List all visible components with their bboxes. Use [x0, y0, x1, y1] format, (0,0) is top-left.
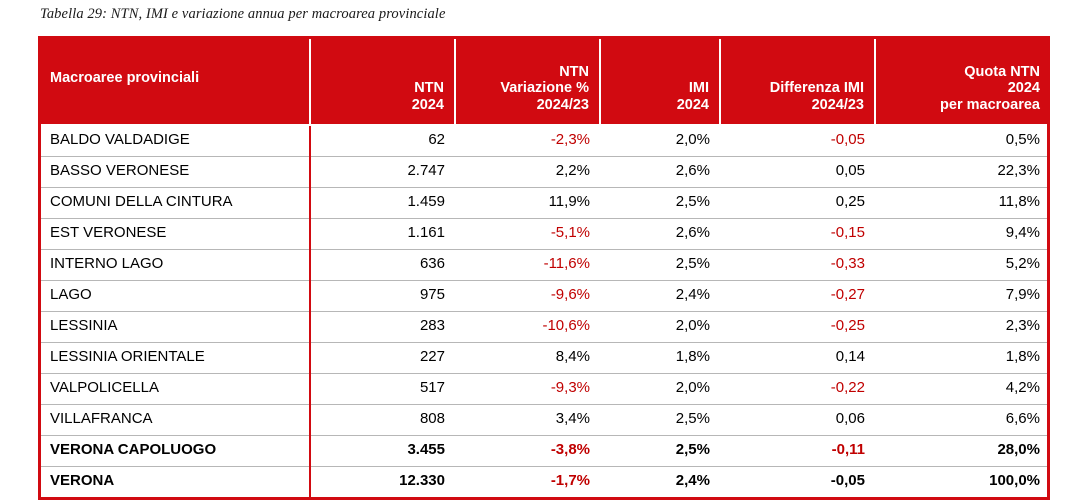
cell-imi [600, 157, 720, 188]
cell-quota [875, 281, 1050, 312]
cell-text: -0,05 [830, 472, 865, 490]
cell-imi [600, 467, 720, 499]
column-header-quota-ntn [875, 36, 1050, 125]
table-row [38, 467, 1050, 499]
cell-text: 8,4% [555, 348, 590, 366]
cell-imi [600, 250, 720, 281]
cell-macroarea [38, 250, 310, 281]
cell-variazione [455, 405, 600, 436]
table-row [38, 405, 1050, 436]
cell-text: -3,8% [550, 441, 590, 459]
table-row [38, 312, 1050, 343]
cell-text: 0,05 [835, 162, 865, 180]
header-line: NTN [559, 63, 589, 80]
cell-text: 2,6% [675, 224, 710, 242]
column-header-ntn-variazione [455, 36, 600, 125]
cell-text: 0,25 [835, 193, 865, 211]
cell-quota [875, 250, 1050, 281]
cell-variazione [455, 436, 600, 467]
header-line: 2024/23 [811, 97, 864, 114]
cell-text: 100,0% [989, 472, 1040, 490]
cell-ntn [310, 157, 455, 188]
table-row [38, 157, 1050, 188]
cell-differenza-imi [720, 405, 875, 436]
cell-differenza-imi [720, 157, 875, 188]
cell-quota [875, 312, 1050, 343]
cell-text: BASSO VERONESE [50, 162, 190, 180]
cell-ntn [310, 250, 455, 281]
table-row [38, 250, 1050, 281]
cell-text: 2,5% [675, 441, 710, 459]
cell-quota [875, 436, 1050, 467]
cell-text: 0,14 [835, 348, 865, 366]
cell-macroarea [38, 374, 310, 405]
table-header [38, 36, 1050, 125]
header-line: 2024 [1007, 80, 1040, 97]
cell-imi [600, 188, 720, 219]
cell-text: -0,25 [830, 317, 865, 335]
cell-differenza-imi [720, 219, 875, 250]
cell-macroarea [38, 125, 310, 157]
cell-text: LESSINIA [50, 317, 118, 335]
cell-text: 4,2% [1005, 379, 1040, 397]
cell-imi [600, 219, 720, 250]
cell-text: 3,4% [555, 410, 590, 428]
cell-text: -0,11 [831, 441, 865, 459]
cell-ntn [310, 312, 455, 343]
cell-macroarea [38, 188, 310, 219]
cell-macroarea [38, 343, 310, 374]
cell-differenza-imi [720, 467, 875, 499]
cell-ntn [310, 343, 455, 374]
cell-text: -5,1% [550, 224, 590, 242]
cell-macroarea [38, 405, 310, 436]
cell-text: -0,05 [830, 131, 865, 149]
cell-macroarea [38, 312, 310, 343]
cell-ntn [310, 436, 455, 467]
cell-text: 2,5% [675, 193, 710, 211]
cell-text: 0,5% [1005, 131, 1040, 149]
cell-text: 227 [419, 348, 445, 366]
header-line: Macroaree provinciali [50, 69, 200, 86]
cell-quota [875, 343, 1050, 374]
header-line: Quota NTN [964, 63, 1040, 80]
cell-text: LESSINIA ORIENTALE [50, 348, 205, 366]
cell-differenza-imi [720, 188, 875, 219]
cell-variazione [455, 281, 600, 312]
header-line: per macroarea [940, 97, 1040, 114]
cell-text: 62 [428, 131, 445, 149]
macroaree-table [38, 36, 1050, 500]
cell-macroarea [38, 219, 310, 250]
cell-text: 2,0% [675, 379, 710, 397]
cell-ntn [310, 374, 455, 405]
cell-text: 2,0% [675, 131, 710, 149]
cell-differenza-imi [720, 125, 875, 157]
cell-text: 975 [419, 286, 445, 304]
table-caption: Tabella 29: NTN, IMI e variazione annua per macroarea provinciale [40, 6, 446, 22]
cell-quota [875, 374, 1050, 405]
cell-macroarea [38, 281, 310, 312]
header-line: 2024 [411, 97, 444, 114]
cell-text: 2,2% [555, 162, 590, 180]
cell-ntn [310, 405, 455, 436]
cell-imi [600, 125, 720, 157]
cell-text: 2,4% [675, 472, 710, 490]
cell-differenza-imi [720, 374, 875, 405]
header-line: NTN [414, 80, 444, 97]
cell-variazione [455, 157, 600, 188]
cell-text: EST VERONESE [50, 224, 167, 242]
header-line: 2024 [676, 97, 709, 114]
cell-text: 283 [419, 317, 445, 335]
cell-text: -0,15 [830, 224, 865, 242]
cell-differenza-imi [720, 343, 875, 374]
cell-text: 22,3% [997, 162, 1040, 180]
cell-quota [875, 405, 1050, 436]
cell-text: 3.455 [407, 441, 445, 459]
cell-text: 2,3% [1005, 317, 1040, 335]
cell-differenza-imi [720, 250, 875, 281]
cell-text: 1,8% [675, 348, 710, 366]
cell-text: -10,6% [542, 317, 590, 335]
cell-quota [875, 467, 1050, 499]
cell-imi [600, 436, 720, 467]
column-header-macroaree [38, 36, 310, 125]
header-line: 2024/23 [536, 97, 589, 114]
cell-variazione [455, 188, 600, 219]
table-container [38, 36, 1050, 500]
cell-text: 2,4% [675, 286, 710, 304]
cell-text: -1,7% [550, 472, 590, 490]
cell-ntn [310, 125, 455, 157]
cell-variazione [455, 125, 600, 157]
cell-macroarea [38, 157, 310, 188]
cell-text: VALPOLICELLA [50, 379, 159, 397]
table-row [38, 343, 1050, 374]
cell-variazione [455, 312, 600, 343]
table-row [38, 374, 1050, 405]
column-header-imi-2024 [600, 36, 720, 125]
cell-text: -0,33 [830, 255, 865, 273]
cell-imi [600, 405, 720, 436]
cell-text: 12.330 [399, 472, 445, 490]
cell-text: -11,6% [543, 255, 590, 273]
table-row [38, 436, 1050, 467]
cell-variazione [455, 374, 600, 405]
cell-imi [600, 281, 720, 312]
cell-differenza-imi [720, 281, 875, 312]
cell-text: 11,9% [548, 193, 590, 211]
cell-quota [875, 125, 1050, 157]
cell-text: 1,8% [1005, 348, 1040, 366]
cell-quota [875, 188, 1050, 219]
cell-text: 7,9% [1005, 286, 1040, 304]
cell-text: LAGO [50, 286, 92, 304]
table-row [38, 188, 1050, 219]
cell-ntn [310, 281, 455, 312]
cell-text: 28,0% [997, 441, 1040, 459]
cell-text: COMUNI DELLA CINTURA [50, 193, 233, 211]
cell-variazione [455, 219, 600, 250]
table-row [38, 219, 1050, 250]
cell-variazione [455, 467, 600, 499]
cell-text: 808 [419, 410, 445, 428]
cell-text: INTERNO LAGO [50, 255, 164, 273]
cell-macroarea [38, 467, 310, 499]
cell-ntn [310, 188, 455, 219]
cell-text: 2,5% [675, 410, 710, 428]
cell-text: 0,06 [835, 410, 865, 428]
cell-text: 1.161 [407, 224, 445, 242]
header-line: IMI [688, 80, 709, 97]
cell-text: 2,5% [675, 255, 710, 273]
cell-text: 1.459 [407, 193, 445, 211]
table-row [38, 281, 1050, 312]
cell-imi [600, 312, 720, 343]
cell-text: -9,3% [550, 379, 590, 397]
cell-text: 2,6% [675, 162, 710, 180]
table-body [38, 125, 1050, 499]
cell-text: 5,2% [1005, 255, 1040, 273]
cell-text: 2,0% [675, 317, 710, 335]
cell-text: 11,8% [998, 193, 1040, 211]
header-line: Differenza IMI [769, 80, 864, 97]
cell-text: -9,6% [550, 286, 590, 304]
cell-imi [600, 343, 720, 374]
cell-text: -2,3% [550, 131, 590, 149]
cell-macroarea [38, 436, 310, 467]
cell-quota [875, 157, 1050, 188]
column-header-ntn-2024 [310, 36, 455, 125]
cell-ntn [310, 467, 455, 499]
cell-text: VERONA [50, 472, 115, 490]
cell-text: VILLAFRANCA [50, 410, 153, 428]
cell-text: BALDO VALDADIGE [50, 131, 190, 149]
cell-text: -0,22 [830, 379, 865, 397]
cell-quota [875, 219, 1050, 250]
cell-text: -0,27 [830, 286, 865, 304]
cell-text: 636 [419, 255, 445, 273]
cell-text: VERONA CAPOLUOGO [50, 441, 217, 459]
cell-imi [600, 374, 720, 405]
cell-text: 517 [419, 379, 445, 397]
cell-variazione [455, 250, 600, 281]
column-header-differenza-imi [720, 36, 875, 125]
cell-variazione [455, 343, 600, 374]
cell-differenza-imi [720, 436, 875, 467]
cell-text: 9,4% [1005, 224, 1040, 242]
cell-ntn [310, 219, 455, 250]
cell-differenza-imi [720, 312, 875, 343]
table-row [38, 125, 1050, 157]
cell-text: 2.747 [407, 162, 445, 180]
header-row [38, 36, 1050, 125]
header-line: Variazione % [500, 80, 589, 97]
cell-text: 6,6% [1005, 410, 1040, 428]
